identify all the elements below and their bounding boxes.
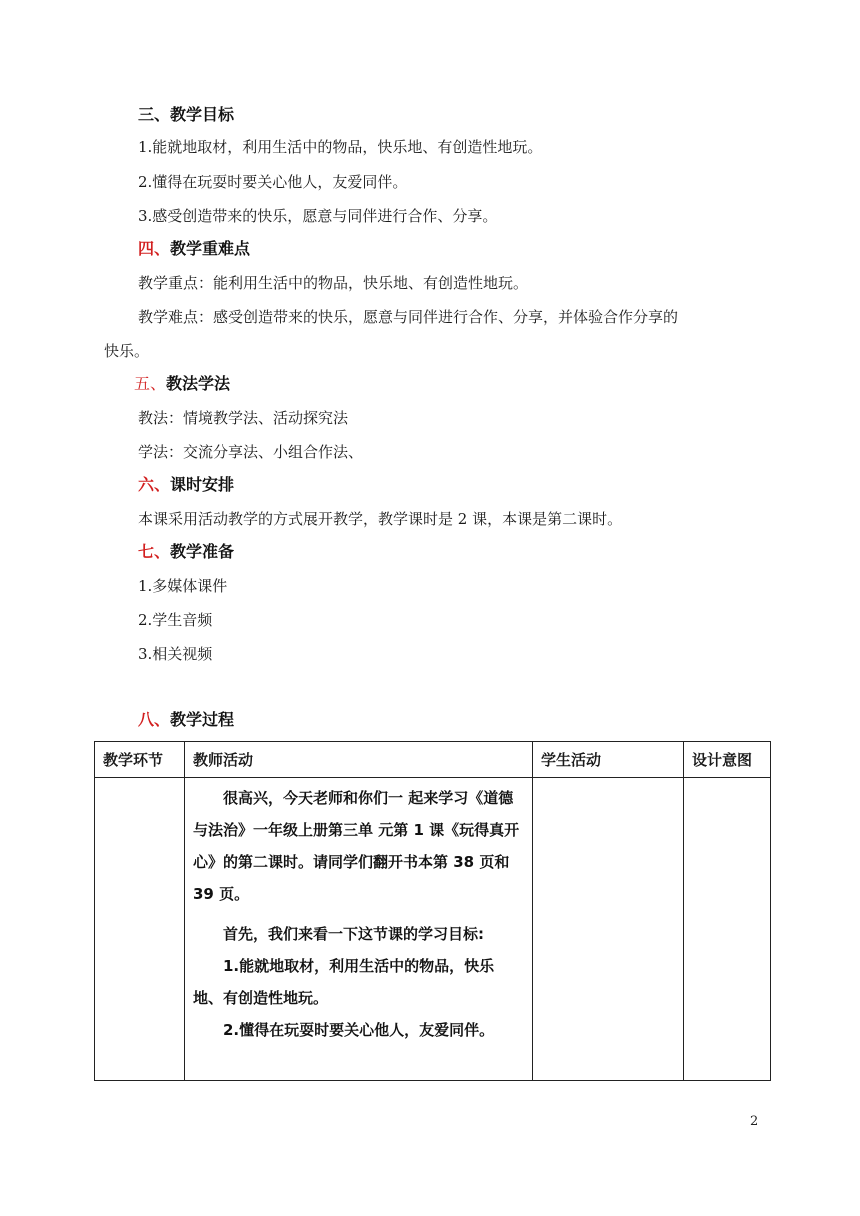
table-row bbox=[95, 778, 771, 1081]
section-heading-preparation: 七、教学准备 bbox=[138, 542, 235, 561]
difficult-point-continued: 快乐。 bbox=[104, 342, 150, 360]
cell-student-activity bbox=[533, 778, 684, 1081]
preparation-item: 1.多媒体课件 bbox=[138, 577, 228, 595]
teaching-method: 教法：情境教学法、活动探究法 bbox=[138, 409, 349, 427]
goal-item: 1.能就地取材，利用生活中的物品，快乐地、有创造性地玩。 bbox=[138, 138, 543, 156]
goal-item: 3.感受创造带来的快乐，愿意与同伴进行合作、分享。 bbox=[138, 207, 498, 225]
header-design-intent: 设计意图 bbox=[684, 742, 771, 778]
cell-design-intent bbox=[684, 778, 771, 1081]
section-heading-methods: 五、教法学法 bbox=[134, 374, 231, 393]
teacher-paragraph: 首先，我们来看一下这节课的学习目标: bbox=[223, 925, 485, 943]
key-point: 教学重点：能利用生活中的物品，快乐地、有创造性地玩。 bbox=[138, 274, 529, 292]
cell-teacher-activity bbox=[185, 778, 533, 1081]
header-teaching-stage: 教学环节 bbox=[95, 742, 185, 778]
difficult-point: 教学难点：感受创造带来的快乐，愿意与同伴进行合作、分享，并体验合作分享的 bbox=[138, 308, 679, 326]
section-heading-process: 八、教学过程 bbox=[138, 710, 235, 729]
table-header-row bbox=[95, 742, 771, 778]
preparation-item: 2.学生音频 bbox=[138, 611, 213, 629]
teaching-process-table bbox=[94, 741, 771, 1081]
teacher-paragraph: 2.懂得在玩耍时要关心他人，友爱同伴。 bbox=[223, 1021, 495, 1039]
learning-method: 学法：交流分享法、小组合作法、 bbox=[138, 443, 364, 461]
teacher-paragraph: 很高兴，今天老师和你们一 起来学习《道德与法治》一年级上册第三单 元第 1 课《玩得真开心》的第二课时。请同学们翻开书本第 38 页和 39 页。 bbox=[193, 789, 520, 903]
preparation-item: 3.相关视频 bbox=[138, 645, 213, 663]
goal-item: 2.懂得在玩耍时要关心他人，友爱同伴。 bbox=[138, 173, 408, 191]
section-heading-goals: 三、教学目标 bbox=[138, 105, 235, 124]
header-student-activity: 学生活动 bbox=[533, 742, 684, 778]
section-heading-keypoints: 四、教学重难点 bbox=[138, 239, 251, 258]
section-heading-schedule: 六、课时安排 bbox=[138, 475, 235, 494]
cell-teaching-stage bbox=[95, 778, 185, 1081]
header-teacher-activity: 教师活动 bbox=[185, 742, 533, 778]
page-number: 2 bbox=[750, 1114, 759, 1129]
schedule-text: 本课采用活动教学的方式展开教学，教学课时是 2 课，本课是第二课时。 bbox=[138, 510, 623, 528]
teacher-paragraph: 1.能就地取材，利用生活中的物品，快乐地、有创造性地玩。 bbox=[193, 957, 495, 1007]
